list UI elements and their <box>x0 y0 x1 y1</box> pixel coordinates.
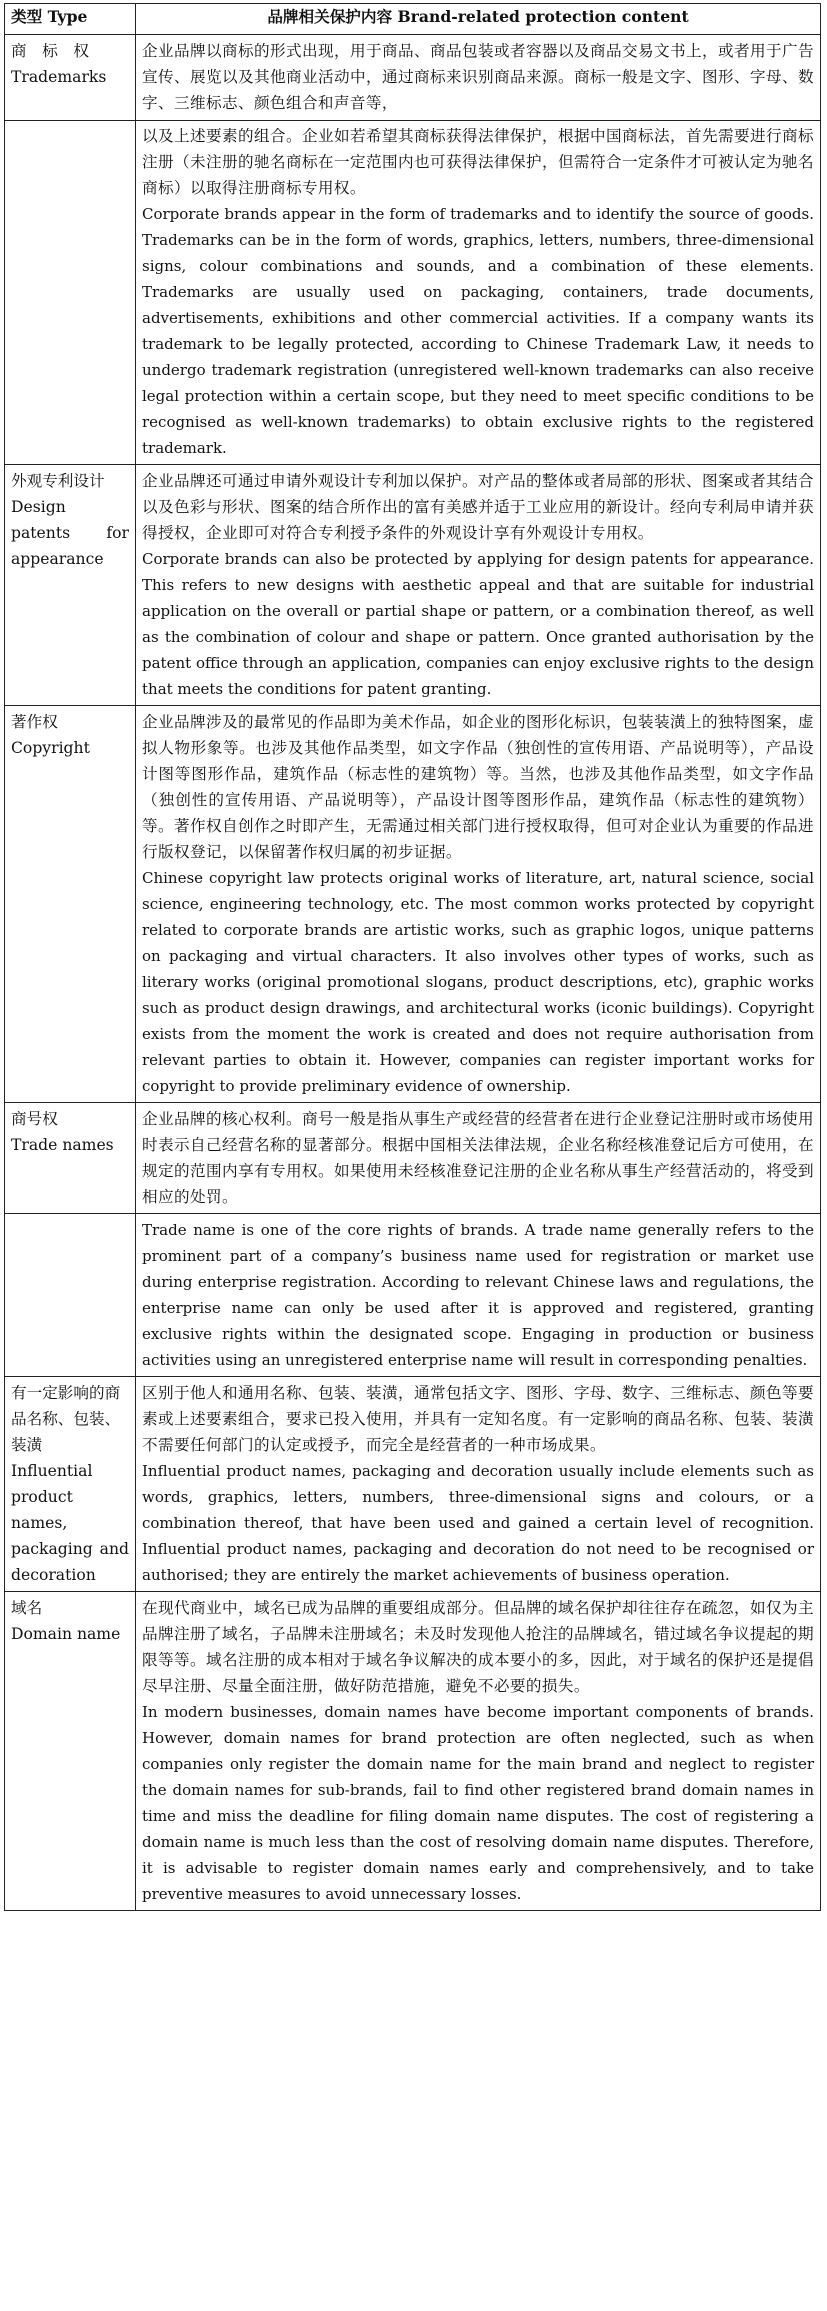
type-label-zh: 外观专利设计 <box>11 472 105 490</box>
type-label-en: Trademarks <box>11 68 107 86</box>
table-row-design-patents <box>5 465 821 706</box>
paragraph-zh: 企业品牌的核心权利。商号一般是指从事生产或经营的经营者在进行企业登记注册时或市场使用时表示自己经营名称的显著部分。根据中国相关法律法规，企业名称经核准登记后方可使用，在规定的范围内享有专用权。如果使用未经核准登记注册的企业名称从事生产经营活动的，将受到相应的处罚。 <box>142 1110 814 1206</box>
paragraph-en: Chinese copyright law protects original works of literature, art, natural science, social science, engineering technology, etc. The most common works protected by copyright related to corporate brands are artistic works, such as graphic logos, unique patterns on packaging and virtual characters. It also involves other types of works, such as literary works (original promotional slogans, product descriptions, etc), graphic works such as product design drawings, and architectural works (iconic buildings). Copyright exists from the moment the work is created and does not require authorisation from relevant parties to obtain it. However, companies can register important works for copyright to provide preliminary evidence of ownership. <box>142 869 814 1095</box>
table-header-row <box>5 4 821 35</box>
type-cell <box>5 1103 136 1214</box>
brand-protection-table <box>4 3 821 1911</box>
content-column-header: 品牌相关保护内容 Brand-related protection content <box>136 4 821 35</box>
type-label-zh: 商 标 权 <box>11 42 89 60</box>
paragraph-en: Trade name is one of the core rights of brands. A trade name generally refers to the prominent part of a company’s business name used for registration or market use during enterprise registration. According to relevant Chinese laws and regulations, the enterprise name can only be used after it is approved and registered, granting exclusive rights within the designated scope. Engaging in production or business activities using an unregistered enterprise name will result in corresponding penalties. <box>142 1221 814 1369</box>
paragraph-zh: 在现代商业中，域名已成为品牌的重要组成部分。但品牌的域名保护却往往存在疏忽，如仅为主品牌注册了域名，子品牌未注册域名；未及时发现他人抢注的品牌域名，错过域名争议提起的期限等等。域名注册的成本相对于域名争议解决的成本要小的多，因此，对于域名的保护还是提倡尽早注册、尽量全面注册，做好防范措施，避免不必要的损失。 <box>142 1599 814 1695</box>
content-cell <box>136 465 821 706</box>
content-cell <box>136 35 821 121</box>
type-label-en: Design patents for appearance <box>11 498 129 568</box>
type-cell <box>5 465 136 706</box>
type-column-header: 类型 Type <box>5 4 136 35</box>
paragraph-en: In modern businesses, domain names have become important components of brands. However, domain names for brand protection are often neglected, such as when companies only register the domain name for the main brand and neglect to register the domain names for sub-brands, fail to find other registered brand domain names in time and miss the deadline for filing domain name disputes. The cost of registering a domain name is much less than the cost of resolving domain name disputes. Therefore, it is advisable to register domain names early and comprehensively, and to take preventive measures to avoid unnecessary losses. <box>142 1703 814 1903</box>
content-cell <box>136 1377 821 1592</box>
paragraph-en: Corporate brands can also be protected by applying for design patents for appearance. This refers to new designs with aesthetic appeal and that are suitable for industrial application on the overall or partial shape or pattern, or a combination thereof, as well as the combination of colour and shape or pattern. Once granted authorisation by the patent office through an application, companies can enjoy exclusive rights to the design that meets the conditions for patent granting. <box>142 550 814 698</box>
table-row-influential-products <box>5 1377 821 1592</box>
type-cell <box>5 1214 136 1377</box>
table-row-trademarks-cont <box>5 121 821 465</box>
type-cell <box>5 35 136 121</box>
content-cell <box>136 706 821 1103</box>
content-cell <box>136 1214 821 1377</box>
content-cell <box>136 121 821 465</box>
table-row-trade-names <box>5 1103 821 1214</box>
type-label-en: Domain name <box>11 1625 121 1643</box>
type-label-en: Influential product names, packaging and decoration <box>11 1462 129 1584</box>
type-label-en: Trade names <box>11 1136 114 1154</box>
content-cell <box>136 1103 821 1214</box>
table-row-domain-name <box>5 1592 821 1911</box>
paragraph-en: Influential product names, packaging and decoration usually include elements such as words, graphics, letters, numbers, three-dimensional signs and colours, or a combination thereof, that have been used and gained a certain level of recognition. Influential product names, packaging and decoration do not need to be recognised or authorised; they are entirely the market achievements of business operation. <box>142 1462 814 1584</box>
type-cell <box>5 1592 136 1911</box>
type-label-zh: 著作权 <box>11 713 58 731</box>
type-label-en: Copyright <box>11 739 90 757</box>
type-label-zh: 商号权 <box>11 1110 58 1128</box>
paragraph-zh: 区别于他人和通用名称、包装、装潢，通常包括文字、图形、字母、数字、三维标志、颜色等要素或上述要素组合，要求已投入使用，并具有一定知名度。有一定影响的商品名称、包装、装潢不需要任何部门的认定或授予，而完全是经营者的一种市场成果。 <box>142 1384 814 1454</box>
type-cell <box>5 1377 136 1592</box>
type-label-zh: 域名 <box>11 1599 43 1617</box>
paragraph-zh: 企业品牌还可通过申请外观设计专利加以保护。对产品的整体或者局部的形状、图案或者其结合以及色彩与形状、图案的结合所作出的富有美感并适于工业应用的新设计。经向专利局申请并获得授权，企业即可对符合专利授予条件的外观设计享有外观设计专用权。 <box>142 472 814 542</box>
table-row-copyright <box>5 706 821 1103</box>
type-label-zh: 有一定影响的商品名称、包装、装潢 <box>11 1384 121 1454</box>
type-cell <box>5 706 136 1103</box>
table-row-trademarks <box>5 35 821 121</box>
paragraph-zh: 企业品牌以商标的形式出现，用于商品、商品包装或者容器以及商品交易文书上，或者用于广告宣传、展览以及其他商业活动中，通过商标来识别商品来源。商标一般是文字、图形、字母、数字、三维标志、颜色组合和声音等， <box>142 42 814 112</box>
paragraph-zh: 以及上述要素的组合。企业如若希望其商标获得法律保护，根据中国商标法，首先需要进行商标注册（未注册的驰名商标在一定范围内也可获得法律保护，但需符合一定条件才可被认定为驰名商标）以取得注册商标专用权。 <box>142 127 814 197</box>
type-cell <box>5 121 136 465</box>
table-row-trade-names-cont <box>5 1214 821 1377</box>
paragraph-en: Corporate brands appear in the form of trademarks and to identify the source of goods. Trademarks can be in the form of words, graphics, letters, numbers, three-dimensional signs, colour combinations and sounds, and a combination of these elements. Trademarks are usually used on packaging, containers, trade documents, advertisements, exhibitions and other commercial activities. If a company wants its trademark to be legally protected, according to Chinese Trademark Law, it needs to undergo trademark registration (unregistered well-known trademarks can also receive legal protection within a certain scope, but they need to meet specific conditions to be recognised as well-known trademarks) to obtain exclusive rights to the registered trademark. <box>142 205 814 457</box>
paragraph-zh: 企业品牌涉及的最常见的作品即为美术作品，如企业的图形化标识，包装装潢上的独特图案，虚拟人物形象等。也涉及其他作品类型，如文字作品（独创性的宣传用语、产品说明等），产品设计图等图形作品，建筑作品（标志性的建筑物）等。当然，也涉及其他作品类型，如文字作品（独创性的宣传用语、产品说明等），产品设计图等图形作品，建筑作品（标志性的建筑物）等。著作权自创作之时即产生，无需通过相关部门进行授权取得，但可对企业认为重要的作品进行版权登记，以保留著作权归属的初步证据。 <box>142 713 814 861</box>
protection-table-page <box>4 3 820 1911</box>
content-cell <box>136 1592 821 1911</box>
